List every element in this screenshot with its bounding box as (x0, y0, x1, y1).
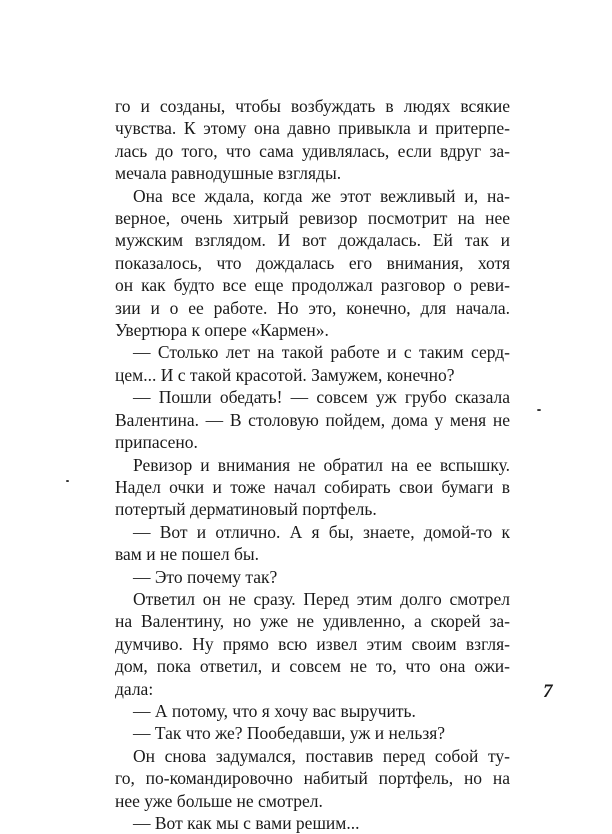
text-line: Ответил он не сразу. Перед этим долго смотрел (133, 588, 510, 609)
text-line: Надел очки и тоже начал собирать свои бумаги в (115, 476, 510, 497)
text-line: го, по-командировочно набитый портфель, но на (115, 768, 510, 789)
text-line: Ревизор и внимания не обратил на ее вспышку. (133, 454, 510, 475)
text-line: — Это почему так? (133, 566, 278, 587)
text-line: верное, очень хитрый ревизор посмотрит на нее (115, 208, 510, 229)
text-line: — Вот как мы с вами решим... (133, 813, 360, 833)
page-number: 7 (543, 681, 553, 702)
text-line: дала: (115, 678, 154, 699)
text-line: — Столько лет на такой работе и с таким серд- (133, 342, 510, 363)
print-speck (66, 480, 69, 482)
text-line: на Валентину, но уже не удивленно, а скорей за- (115, 611, 510, 632)
text-line: — Пошли обедать! — совсем уж грубо сказала (133, 387, 510, 408)
text-line: он как будто все еще продолжал разговор о реви- (115, 275, 510, 296)
text-line: припасено. (115, 432, 198, 453)
text-line: — Так что же? Пообедавши, уж и нельзя? (133, 723, 446, 744)
text-line: Он снова задумался, поставив перед собой ту- (133, 745, 510, 766)
text-line: лась до того, что сама удивлялась, если вдруг за- (115, 140, 510, 161)
text-line: Увертюра к опере «Кармен». (115, 320, 329, 341)
text-line: Валентина. — В столовую пойдем, дома у меня не (115, 409, 510, 430)
text-line: зии и о ее работе. Но это, конечно, для начала. (115, 297, 510, 318)
print-speck (537, 409, 541, 411)
body-text (115, 95, 510, 834)
text-line: — Вот и отлично. А я бы, знаете, домой-то к (133, 521, 510, 542)
text-line: цем... И с такой красотой. Замужем, конечно? (115, 364, 455, 385)
text-line: мужским взглядом. И вот дождалась. Ей так и (115, 230, 510, 251)
text-line: го и созданы, чтобы возбуждать в людях всякие (115, 96, 510, 116)
text-line: мечала равнодушные взгляды. (115, 163, 342, 184)
text-line: нее уже больше не смотрел. (115, 790, 323, 811)
text-line: дом, пока ответил, и совсем не то, что она ожи- (115, 656, 510, 677)
text-line: думчиво. Ну прямо всю извел этим своим взгля- (115, 633, 510, 654)
text-line: Она все ждала, когда же этот вежливый и, на- (133, 185, 510, 206)
text-line: потертый дерматиновый портфель. (115, 499, 377, 520)
text-line: — А потому, что я хочу вас выручить. (133, 700, 416, 721)
text-line: вам и не пошел бы. (115, 544, 259, 565)
text-line: показалось, что дождалась его внимания, хотя (115, 252, 510, 273)
text-line: чувства. К этому она давно привыкла и притерпе- (115, 118, 510, 139)
